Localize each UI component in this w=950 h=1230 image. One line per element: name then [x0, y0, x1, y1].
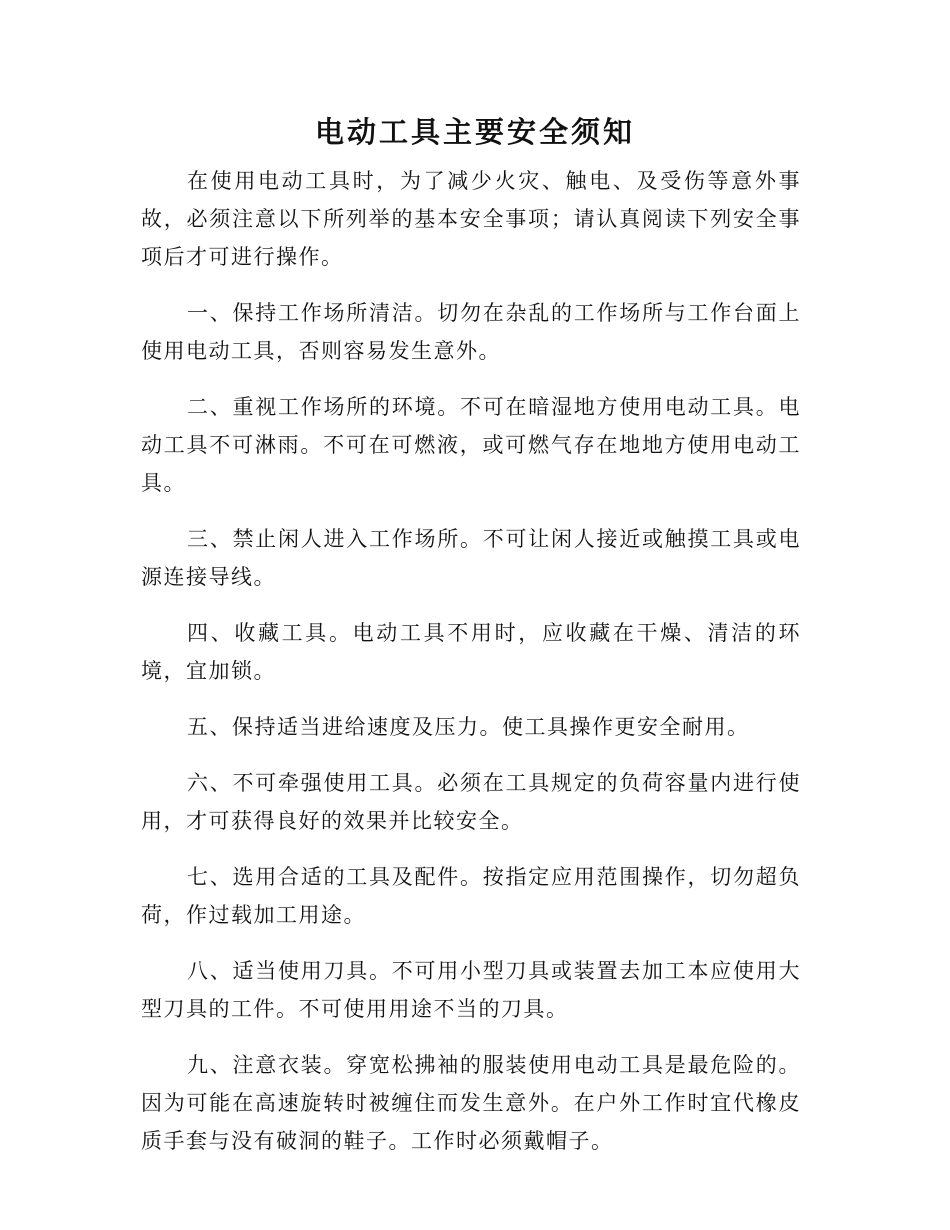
paragraph-item-7: 七、选用合适的工具及配件。按指定应用范围操作，切勿超负荷，作过载加工用途。: [141, 865, 801, 927]
paragraph-item-4: 四、收藏工具。电动工具不用时，应收藏在干燥、清洁的环境，宜加锁。: [141, 621, 801, 683]
document-body: [141, 162, 801, 1178]
document-title: 电动工具主要安全须知: [314, 115, 635, 149]
paragraph-item-2: 二、重视工作场所的环境。不可在暗湿地方使用电动工具。电动工具不可淋雨。不可在可燃液，或可燃气存在地地方使用电动工具。: [141, 395, 801, 495]
paragraph-item-8: 八、适当使用刀具。不可用小型刀具或装置去加工本应使用大型刀具的工件。不可使用用途不当的刀具。: [141, 959, 801, 1021]
paragraph-item-5: 五、保持适当进给速度及压力。使工具操作更安全耐用。: [187, 715, 750, 739]
paragraph-item-9: 九、注意衣装。穿宽松拂袖的服装使用电动工具是最危险的。因为可能在高速旋转时被缠住而发生意外。在户外工作时宜代橡皮质手套与没有破洞的鞋子。工作时必须戴帽子。: [141, 1053, 801, 1153]
paragraph-item-3: 三、禁止闲人进入工作场所。不可让闲人接近或触摸工具或电源连接导线。: [141, 527, 801, 589]
paragraph-intro: 在使用电动工具时，为了减少火灾、触电、及受伤等意外事故，必须注意以下所列举的基本安全事项；请认真阅读下列安全事项后才可进行操作。: [141, 169, 801, 269]
paragraph-item-1: 一、保持工作场所清洁。切勿在杂乱的工作场所与工作台面上使用电动工具，否则容易发生意外。: [141, 301, 801, 363]
paragraph-item-6: 六、不可牵强使用工具。必须在工具规定的负荷容量内进行使用，才可获得良好的效果并比较安全。: [141, 771, 801, 833]
